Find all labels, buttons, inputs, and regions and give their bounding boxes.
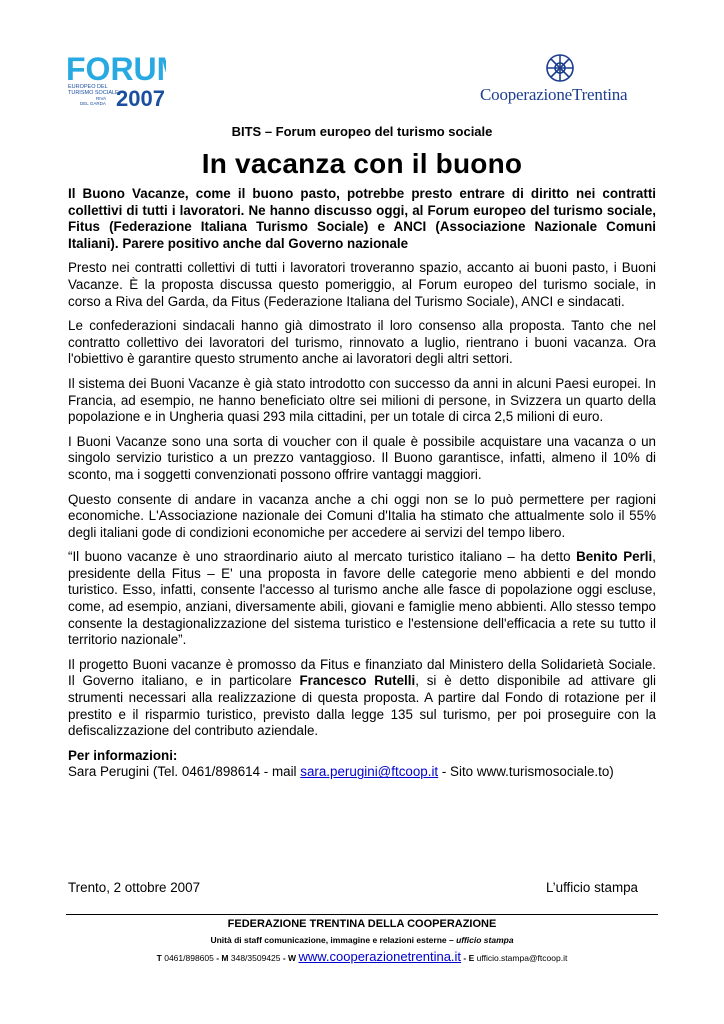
info-heading: Per informazioni: [68, 747, 178, 763]
cooperazione-trentina-logo [480, 52, 650, 104]
footer-contacts [0, 949, 724, 964]
paragraph-2: Le confederazioni sindacali hanno già dimostrato il loro consenso alla proposta. Tanto che nel contratto collettivo dei lavoratori del turismo, rinnovato a luglio, rientrano i buoni vacanza. Ora l'obiettivo è garantire questo strumento anche ai lavoratori degli altri settori. [68, 318, 656, 367]
article-lead: Il Buono Vacanze, come il buono pasto, potrebbe presto entrare di diritto nei contratti collettivi di tutti i lavoratori. Ne hanno discusso oggi, al Forum europeo del turismo sociale, Fitus (Federazione Italiana Turismo Sociale) e ANCI (Associazione Nazionale Comuni Italiani). Parere positivo anche dal Governo nazionale [68, 186, 656, 251]
footer-unit-italic: ufficio stampa [456, 935, 514, 945]
release-date: Trento, 2 ottobre 2007 [68, 880, 201, 895]
paragraph-6 [68, 549, 656, 649]
minister-name: Francesco Rutelli [299, 673, 416, 689]
article-body [68, 186, 656, 781]
forum-logo [66, 50, 166, 108]
paragraph-7 [68, 657, 656, 740]
email-value: ufficio.stampa@ftcoop.it [474, 953, 568, 963]
phone-label: T [156, 953, 162, 963]
contact-email-link[interactable]: sara.perugini@ftcoop.it [300, 764, 439, 780]
paragraph-6-part-b: , presidente della Fitus – E' una proposta in favore delle categorie meno abbienti e del mondo turistico. Esso, infatti, consente l'accesso al turismo anche alle fasce di popolazione oggi escluse, come, ad esempio, anziani, diversamente abili, giovani e famiglie meno abbienti. Allo stesso tempo consente la destagionalizzazione del sistema turistico e l'estensione dell'efficacia a rete su tutto il territorio nazionale”. [68, 549, 656, 648]
press-office-signature: L’ufficio stampa [545, 880, 638, 895]
forum-logo-word: FORU [66, 51, 157, 87]
phone-value: 0461/898605 [161, 953, 217, 963]
cooperazione-emblem-icon [480, 52, 650, 86]
website-link[interactable]: www.cooperazionetrentina.it [298, 949, 462, 964]
mobile-value: 348/3509425 [228, 953, 283, 963]
paragraph-7-part-a: Il progetto Buoni vacanze è promosso da Fitus e finanziato dal Ministero della Solidarietà Sociale. Il Governo italiano, e in particolare [68, 656, 656, 689]
info-contact-suffix: - Sito www.turismosociale.to) [438, 764, 614, 780]
footer-divider [66, 914, 658, 915]
email-label: - E [461, 953, 475, 963]
forum-logo-place2: DEL GARDA [80, 101, 106, 106]
info-contact-prefix: Sara Perugini (Tel. 0461/898614 - mail [68, 764, 301, 780]
footer-unit [0, 935, 724, 945]
forum-logo-line2: TURISMO SOCIALE [68, 90, 119, 96]
article-title: In vacanza con il buono [201, 148, 523, 179]
cooperazione-logo-text: CooperazioneTrentina [480, 85, 628, 104]
paragraph-5: Questo consente di andare in vacanza anche a chi oggi non se lo può permettere per ragioni economiche. L'Associazione nazionale dei Comuni d'Italia ha stimato che attualmente solo il 55% degli italiani gode di condizioni economiche per accedere ai servizi del tempo libero. [68, 491, 656, 540]
forum-logo-place1: RIVA [96, 96, 107, 101]
paragraph-7-part-b: , si è detto disponibile ad attivare gli strumenti necessari alla realizzazione di questa proposta. A partire dal Fondo di rotazione per il prestito e il risparmio turistico, previsto dalla legge 135 sul turismo, per poi proseguire con la defiscalizzazione del contributo aziendale. [68, 673, 656, 739]
forum-logo-year: 2007 [116, 86, 165, 108]
footer-unit-text: Unità di staff comunicazione, immagine e relazioni esterne – [210, 935, 457, 945]
mobile-label: - M [216, 953, 229, 963]
paragraph-4: I Buoni Vacanze sono una sorta di voucher con il quale è possibile acquistare una vacanza o un singolo servizio turistico a un prezzo vantaggioso. Il Buono garantisce, infatti, almeno il 10% di sconto, ma i soggetti convenzionati possono offrire vantaggi maggiori. [68, 433, 656, 482]
web-label: - W [282, 953, 297, 963]
paragraph-3: Il sistema dei Buoni Vacanze è già stato introdotto con successo da anni in alcuni Paesi europei. In Francia, ad esempio, ne hanno beneficiato oltre sei milioni di persone, in Svizzera un quarto della popolazione e in Ungheria quasi 293 mila cittadini, per un totale di circa 2,5 milioni di euro. [68, 375, 656, 425]
footer-organization: FEDERAZIONE TRENTINA DELLA COOPERAZIONE [227, 918, 497, 930]
paragraph-6-part-a: “Il buono vacanze è uno straordinario aiuto al mercato turistico italiano – ha detto [68, 549, 577, 565]
forum-logo-line1: EUROPEO DEL [68, 84, 108, 90]
forum-logo-graphic [66, 50, 166, 108]
quoted-person-name: Benito Perli [576, 549, 653, 565]
info-contact-line [68, 764, 656, 781]
paragraph-1: Presto nei contratti collettivi di tutti i lavoratori troveranno spazio, accanto ai buoni pasto, i Buoni Vacanze. È la proposta discussa questo pomeriggio, al Forum europeo del turismo sociale, in corso a Riva del Garda, da Fitus (Federazione Italiana del Turismo Sociale), ANCI e sindacati. [68, 260, 656, 309]
article-kicker: BITS – Forum europeo del turismo sociale [231, 124, 493, 139]
